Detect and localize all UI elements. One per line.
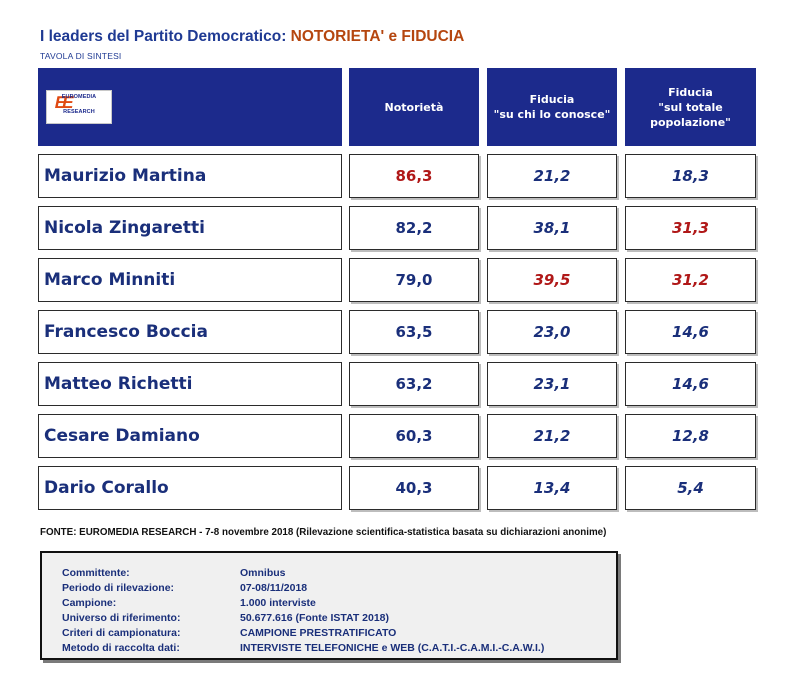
value-cell <box>349 362 479 406</box>
leader-name-cell <box>38 154 342 198</box>
value-label: 13,4 <box>533 479 571 497</box>
column-header-label: popolazione" <box>650 115 731 129</box>
methodology-key: Universo di riferimento: <box>62 612 181 624</box>
methodology-value: 07-08/11/2018 <box>240 582 308 594</box>
methodology-value: Omnibus <box>240 567 286 579</box>
page-title <box>40 28 464 46</box>
methodology-key: Periodo di rilevazione: <box>62 582 175 594</box>
leader-name-cell <box>38 362 342 406</box>
value-label: 18,3 <box>671 167 709 185</box>
value-cell <box>487 154 617 198</box>
methodology-key: Criteri di campionatura: <box>62 627 181 639</box>
value-label: 79,0 <box>395 271 433 289</box>
source-note: FONTE: EUROMEDIA RESEARCH - 7-8 novembre 2018 (Rilevazione scientifica-statistica basata su dichiarazioni anonime) <box>40 527 607 538</box>
value-cell <box>349 466 479 510</box>
logo-mark: EE <box>53 93 72 112</box>
value-cell <box>625 206 756 250</box>
value-label: 31,3 <box>671 219 709 237</box>
column-header-fiducia-totale <box>625 68 756 146</box>
column-header-fiducia-conosce <box>487 68 617 146</box>
value-cell <box>487 414 617 458</box>
leader-name-cell <box>38 414 342 458</box>
value-cell <box>625 362 756 406</box>
logo-header-cell <box>38 68 342 146</box>
column-header-label: "sul totale <box>658 100 723 114</box>
leader-name-cell <box>38 310 342 354</box>
page-subtitle: TAVOLA DI SINTESI <box>40 51 122 61</box>
title-highlight: NOTORIETA' e FIDUCIA <box>290 28 465 45</box>
value-cell <box>487 362 617 406</box>
methodology-value: INTERVISTE TELEFONICHE e WEB (C.A.T.I.-C.A.M.I.-C.A.W.I.) <box>240 642 545 654</box>
euromedia-logo <box>46 90 112 124</box>
methodology-key: Committente: <box>62 567 130 579</box>
value-cell <box>487 206 617 250</box>
value-cell <box>349 154 479 198</box>
value-cell <box>349 310 479 354</box>
value-label: 14,6 <box>671 323 709 341</box>
value-label: 23,1 <box>533 375 571 393</box>
column-header-label: Notorietà <box>384 100 444 114</box>
methodology-key: Campione: <box>62 597 117 609</box>
methodology-box <box>40 551 618 660</box>
column-header-label: Fiducia <box>668 85 713 99</box>
value-label: 63,5 <box>395 323 433 341</box>
value-cell <box>349 258 479 302</box>
value-label: 23,0 <box>533 323 571 341</box>
value-cell <box>487 466 617 510</box>
value-cell <box>349 206 479 250</box>
leader-name: Francesco Boccia <box>44 322 208 342</box>
leader-name: Dario Corallo <box>44 478 169 498</box>
leader-name-cell <box>38 466 342 510</box>
leader-name-cell <box>38 206 342 250</box>
value-cell <box>487 310 617 354</box>
value-label: 12,8 <box>671 427 709 445</box>
value-label: 38,1 <box>533 219 571 237</box>
value-label: 21,2 <box>533 427 571 445</box>
leader-name: Cesare Damiano <box>44 426 200 446</box>
value-cell <box>349 414 479 458</box>
value-cell <box>625 466 756 510</box>
methodology-value: CAMPIONE PRESTRATIFICATO <box>240 627 397 639</box>
value-label: 14,6 <box>671 375 709 393</box>
value-cell <box>487 258 617 302</box>
value-label: 82,2 <box>395 219 433 237</box>
logo-text: EUROMEDIA RESEARCH <box>61 94 97 115</box>
value-label: 63,2 <box>395 375 433 393</box>
leader-name: Maurizio Martina <box>44 166 207 186</box>
methodology-value: 1.000 interviste <box>240 597 316 609</box>
value-label: 40,3 <box>395 479 433 497</box>
leader-name: Matteo Richetti <box>44 374 193 394</box>
methodology-key: Metodo di raccolta dati: <box>62 642 180 654</box>
methodology-value: 50.677.616 (Fonte ISTAT 2018) <box>240 612 390 624</box>
leader-name: Marco Minniti <box>44 270 176 290</box>
column-header-notorieta <box>349 68 479 146</box>
leader-name-cell <box>38 258 342 302</box>
value-label: 5,4 <box>677 479 704 497</box>
value-cell <box>625 310 756 354</box>
value-cell <box>625 258 756 302</box>
column-header-label: "su chi lo conosce" <box>493 108 611 121</box>
value-label: 86,3 <box>395 167 433 185</box>
title-main: I leaders del Partito Democratico: <box>40 28 291 45</box>
value-label: 60,3 <box>395 427 433 445</box>
value-cell <box>625 414 756 458</box>
value-label: 21,2 <box>533 167 571 185</box>
value-cell <box>625 154 756 198</box>
value-label: 39,5 <box>533 271 571 289</box>
column-header-label: Fiducia <box>529 93 575 106</box>
leader-name: Nicola Zingaretti <box>44 218 205 238</box>
value-label: 31,2 <box>671 271 709 289</box>
